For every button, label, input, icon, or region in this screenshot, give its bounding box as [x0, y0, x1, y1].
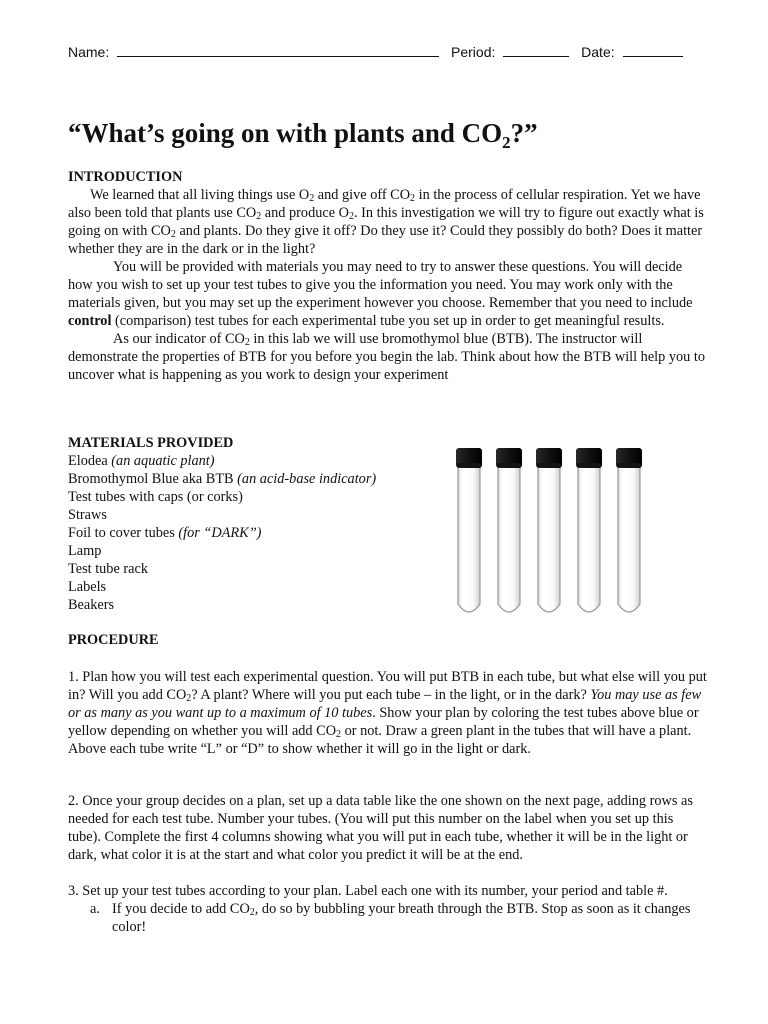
introduction-paragraph-3: As our indicator of $CO_2$ in this lab we will use bromothymol blue (BTB). The instructor will demonstrate the properties of BTB for you before you begin the lab. Think about how the BTB will help you to uncover what is happening as you work to design your experiment [68, 331, 706, 383]
test-tube-2 [496, 448, 522, 612]
header-line [68, 44, 708, 60]
worksheet-page: Name: Period: Date: “What’s going on with plants and $CO_2$?” INTRODUCTION We learned that all living things use $O_2$ and give off $CO_2$ in the process of cellular respiration. Yet we have also been told that plants use $CO_2$ and produce $O_2$. In this investigation we will try to figure out exactly what is going on with $CO_2$ and plants. Do they give it off? Do they use it? Could they possibly do both? Does it matter whether they are in the dark or in the light? You will be provided with materials you may need to try to answer these questions. You will decide how you wish to set up your test tubes to give you the information you need. You may work only with the materials given, but you may set up the experiment however you choose. Remember that you need to include control (comparison) test tubes for each experimental tube you set up in order to get meaningful results. As our indicator of $CO_2$ in this lab we will use bromothymol blue (BTB). The instructor will demonstrate the properties of BTB for you before you begin the lab. Think about how the BTB will help you to uncover what is happening as you work to design your experiment MATERIALS PROVIDED Elodea (an aquatic plant) Bromothymol Blue aka BTB (an acid-base indicator) Test tubes with caps (or corks) Straws Foil to cover tubes (for “DARK”) Lamp Test tube rack Labels Beakers PROCEDURE 1. Plan how you will test each experimental question. You will put BTB in each tube, but what else will you put in? Will you add $CO_2$? A plant? Where will you put each tube – in the light, or in the dark? You may use as few or as many as you want up to a maximum of 10 tubes. Show your plan by coloring the test tubes above blue or yellow depending on whether you will add $CO_2$ or not. Draw a green plant in the tubes that will have a plant. Above each tube write “L” or “D” to show whether it will go in the light or dark. 2. Once your group decides on a plan, set up a data table like the one shown on the next page, adding rows as needed for each test tube. Number your tubes. (You will put this number on the label when you set up this tube). Complete the first 4 columns showing what you will put in each tube, whether it will be in the light or dark, what color it is at the start and what color you predict it will be at the end. 3. Set up your test tubes according to your plan. Label each one with its number, your period and table #. a. If you decide to add $CO_2$, do so by bubbling your breath through the BTB. Stop as soon as it changes color! [68, 44, 707, 935]
name-label: Name: [68, 44, 110, 60]
material-item: Bromothymol Blue aka BTB (an acid-base indicator) [68, 471, 377, 487]
period-label: Period: [451, 44, 496, 60]
materials-heading: MATERIALS PROVIDED [68, 435, 234, 451]
introduction-paragraph-2: You will be provided with materials you may need to try to answer these questions. You will decide how you wish to set up your test tubes to give you the information you need. You may work only with the materials given, but you may set up the experiment however you choose. Remember that you need to include control (comparison) test tubes for each experimental tube you set up in order to get meaningful results. [68, 259, 693, 329]
material-item: Straws [68, 507, 107, 523]
introduction-heading: INTRODUCTION [68, 169, 183, 185]
date-blank [623, 44, 683, 57]
test-tube-5 [616, 448, 642, 612]
material-item: Elodea (an aquatic plant) [68, 453, 215, 469]
procedure-step-3: 3. Set up your test tubes according to your plan. Label each one with its number, your period and table #. [68, 883, 668, 899]
test-tubes-illustration [448, 444, 658, 622]
material-item: Foil to cover tubes (for “DARK”) [68, 525, 262, 541]
test-tube-3 [536, 448, 562, 612]
materials-list [68, 452, 428, 614]
period-blank [503, 44, 569, 57]
test-tube-4 [576, 448, 602, 612]
introduction-section [68, 168, 708, 384]
introduction-paragraph-1: We learned that all living things use $O_2$ and give off $CO_2$ in the process of cellular respiration. Yet we have also been told that plants use $CO_2$ and produce $O_2$. In this investigation we will try to figure out exactly what is going on with $CO_2$ and plants. Do they give it off? Do they use it? Could they possibly do both? Does it matter whether they are in the dark or in the light? [68, 187, 704, 257]
procedure-step-1: 1. Plan how you will test each experimental question. You will put BTB in each tube, but what else will you put in? Will you add $CO_2$? A plant? Where will you put each tube – in the light, or in the dark? You may use as few or as many as you want up to a maximum of 10 tubes. Show your plan by coloring the test tubes above blue or yellow depending on whether you will add $CO_2$ or not. Draw a green plant in the tubes that will have a plant. Above each tube write “L” or “D” to show whether it will go in the light or dark. [68, 669, 707, 757]
page-title: “What’s going on with plants and $CO_2$?” [68, 118, 538, 152]
material-item: Labels [68, 579, 107, 595]
procedure-step-2: 2. Once your group decides on a plan, set up a data table like the one shown on the next page, adding rows as needed for each test tube. Number your tubes. (You will put this number on the label when you set up this tube). Complete the first 4 columns showing what you will put in each tube, whether it will be in the light or dark, what color it is at the start and what color you predict it will be at the end. [68, 793, 693, 863]
material-item: Lamp [68, 543, 102, 559]
material-item: Test tube rack [68, 561, 148, 577]
material-item: Beakers [68, 597, 115, 613]
name-blank [117, 44, 439, 57]
material-item: Test tubes with caps (or corks) [68, 489, 243, 505]
procedure-heading: PROCEDURE [68, 632, 159, 648]
date-label: Date: [581, 44, 615, 60]
test-tube-1 [456, 448, 482, 612]
